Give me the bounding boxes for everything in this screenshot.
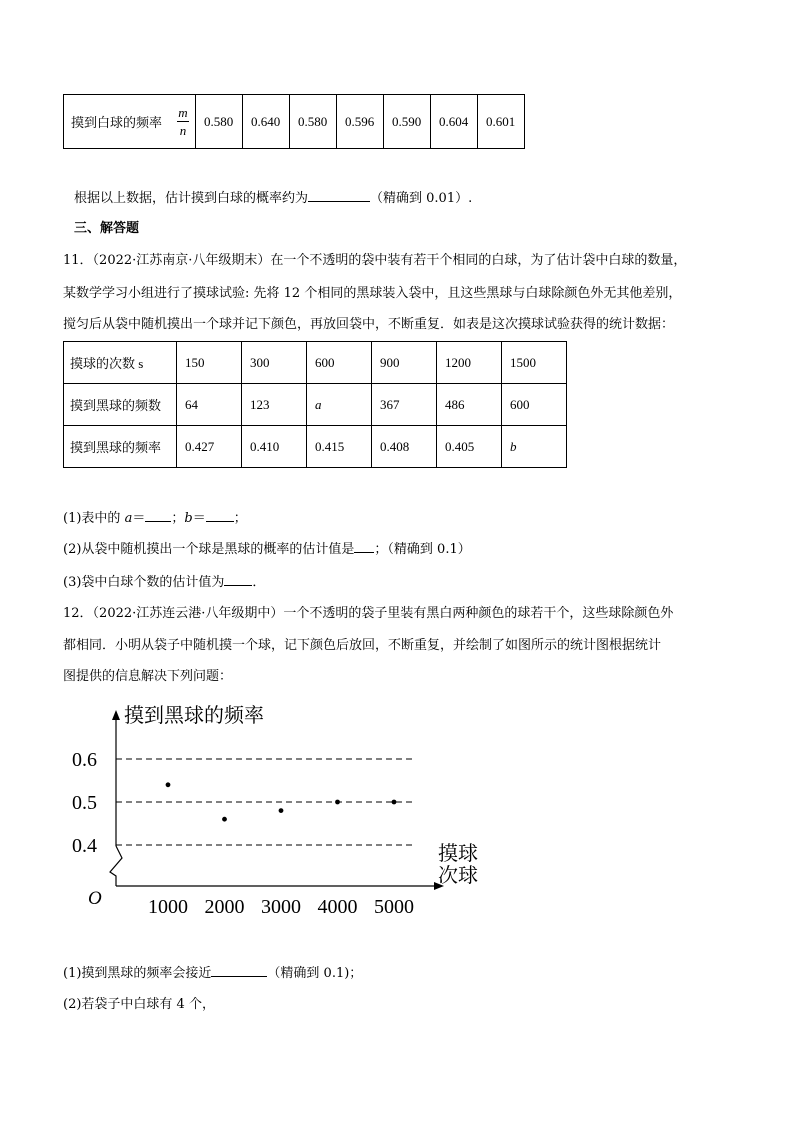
table-cell: 0.601	[478, 95, 525, 149]
table-cell: 150	[177, 342, 242, 384]
row-label: 摸到黑球的频率	[64, 426, 177, 468]
x-axis-label: 摸球	[438, 843, 478, 865]
y-tick-label: 0.6	[72, 749, 97, 771]
table-row	[64, 426, 567, 468]
table-cell: 0.596	[337, 95, 384, 149]
black-ball-statistics-table	[63, 341, 567, 468]
table-cell: 1200	[437, 342, 502, 384]
y-axis-label: 摸到黑球的频率	[124, 705, 264, 727]
table-cell: 0.408	[372, 426, 437, 468]
table-cell: 300	[242, 342, 307, 384]
table-row	[64, 342, 567, 384]
row-label: 摸到黑球的频数	[64, 384, 177, 426]
fraction-m-over-n: $\frac{m}{n}$	[178, 105, 188, 138]
q11-text-line: 11．（2022·江苏南京·八年级期末）在一个不透明的袋中装有若干个相同的白球，为了估计袋中白球的数量，	[63, 253, 687, 268]
data-point	[279, 808, 284, 813]
table-cell: 0.427	[177, 426, 242, 468]
y-tick-label: 0.4	[72, 835, 97, 857]
table-cell: 123	[242, 384, 307, 426]
x-tick-label: 2000	[204, 896, 245, 918]
table-cell: 1500	[502, 342, 567, 384]
table-cell: 367	[372, 384, 437, 426]
table-cell: 64	[177, 384, 242, 426]
y-axis-break	[110, 846, 122, 886]
data-point	[392, 800, 397, 805]
q11-text-line: 搅匀后从袋中随机摸出一个球并记下颜色，再放回袋中，不断重复．如表是这次摸球试验获得的统计数据：	[63, 317, 675, 332]
table-cell: 0.580	[196, 95, 243, 149]
q12-sub2: (2)若袋子中白球有 4 个，	[63, 997, 215, 1012]
y-tick-label: 0.5	[72, 792, 97, 814]
table-cell: 0.604	[431, 95, 478, 149]
q12-text-line: 都相同．小明从袋子中随机摸一个球，记下颜色后放回，不断重复，并绘制了如图所示的统计图根据统计	[63, 638, 662, 653]
q11-text-line: 某数学学习小组进行了摸球试验: 先将 12 个相同的黑球装入袋中，且这些黑球与白球除颜色外无其他差别，	[63, 286, 682, 301]
table-cell: 0.415	[307, 426, 372, 468]
table-cell: a	[307, 384, 372, 426]
q12-text-line: 图提供的信息解决下列问题：	[63, 669, 233, 684]
table-cell: 0.590	[384, 95, 431, 149]
answer-blank	[211, 964, 267, 977]
row-label: 摸球的次数 s	[64, 342, 177, 384]
table-cell: 0.640	[243, 95, 290, 149]
table-row	[64, 384, 567, 426]
q12-text-line: 12．（2022·江苏连云港·八年级期中）一个不透明的袋子里装有黑白两种颜色的球若干个，这些球除颜色外	[63, 606, 674, 621]
data-point	[166, 782, 171, 787]
table-cell: 486	[437, 384, 502, 426]
data-point	[222, 817, 227, 822]
answer-blank	[224, 573, 252, 586]
x-tick-label: 4000	[317, 896, 358, 918]
table-cell: 0.405	[437, 426, 502, 468]
table-row	[64, 95, 525, 149]
x-axis-label: 次球	[438, 865, 478, 887]
table-cell: b	[502, 426, 567, 468]
answer-blank	[308, 189, 370, 202]
section-title: 三、解答题	[74, 221, 140, 236]
estimate-question: 根据以上数据，估计摸到白球的概率约为 （精确到 0.01）.	[74, 191, 473, 206]
q12-sub1: (1)摸到黑球的频率会接近 （精确到 0.1)；	[63, 966, 363, 981]
q11-sub2: (2)从袋中随机摸出一个球是黑球的概率的估计值是 ；（精确到 0.1）	[63, 542, 471, 557]
origin-label: O	[88, 888, 102, 909]
table-header-cell	[64, 95, 196, 149]
q11-sub1: (1)表中的 a＝ ；b＝ ；	[63, 511, 247, 526]
x-tick-label: 1000	[148, 896, 188, 918]
answer-blank	[145, 509, 171, 522]
x-tick-label: 3000	[261, 896, 301, 918]
table-cell: 0.410	[242, 426, 307, 468]
answer-blank	[206, 509, 234, 522]
data-point	[335, 800, 340, 805]
white-ball-frequency-table	[63, 94, 525, 149]
x-tick-label: 5000	[374, 896, 414, 918]
y-axis-arrow	[112, 710, 120, 720]
frequency-scatter-chart	[62, 696, 492, 926]
table-cell: 900	[372, 342, 437, 384]
row-label: 摸到白球的频率	[71, 115, 163, 130]
table-cell: 0.580	[290, 95, 337, 149]
table-cell: 600	[307, 342, 372, 384]
q11-sub3: (3)袋中白球个数的估计值为 ．	[63, 575, 266, 590]
answer-blank	[354, 540, 374, 553]
table-cell: 600	[502, 384, 567, 426]
